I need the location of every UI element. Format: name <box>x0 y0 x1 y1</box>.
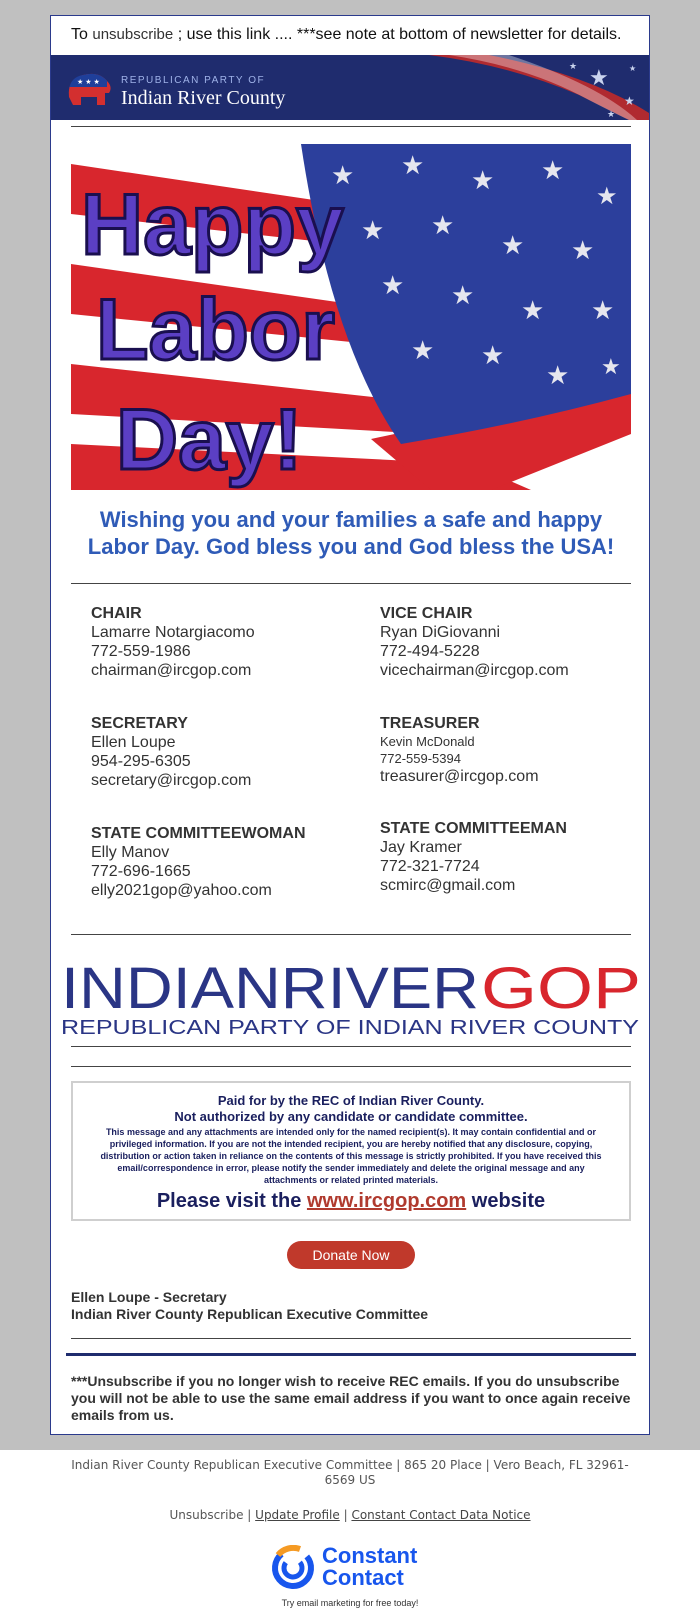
officer-treasurer <box>380 714 640 786</box>
svg-text:★: ★ <box>624 94 635 108</box>
officer-role: CHAIR <box>91 605 142 622</box>
footer-address: Indian River County Republican Executive Committee | 865 20 Place | Vero Beach, FL 32961-6569 US <box>71 1458 629 1487</box>
officer-name: Jay Kramer <box>380 839 462 856</box>
svg-text:★: ★ <box>331 160 355 190</box>
officer-phone: 772-559-1986 <box>91 643 191 660</box>
officer-role: STATE COMMITTEEWOMAN <box>91 825 306 842</box>
officer-phone: 954-295-6305 <box>91 753 191 770</box>
officer-role: VICE CHAIR <box>380 605 473 622</box>
officer-role: TREASURER <box>380 715 480 732</box>
elephant-logo-icon <box>63 67 115 109</box>
newsletter-card <box>50 15 650 1435</box>
officer-role: SECRETARY <box>91 715 188 732</box>
signature-block <box>71 1289 428 1323</box>
indianriver-gop-logo <box>61 954 641 1044</box>
svg-text:★: ★ <box>541 155 565 185</box>
officer-role: STATE COMMITTEEMAN <box>380 820 567 837</box>
unsubscribe-link[interactable]: unsubscribe <box>92 26 174 43</box>
gop-logo-word-red: GOP <box>481 956 641 1021</box>
unsubscribe-note: ***Unsubscribe if you no longer wish to receive REC emails. If you do unsubscribe you will not be able to use the same email address if you want to once again receive emails from us. <box>71 1373 631 1423</box>
officer-email-link[interactable]: elly2021gop@yahoo.com <box>91 882 272 899</box>
svg-text:★: ★ <box>501 230 525 260</box>
brand-line2: Contact <box>322 1565 404 1590</box>
officer-email-link[interactable]: secretary@ircgop.com <box>91 772 252 789</box>
officer-phone: 772-559-5394 <box>380 751 461 766</box>
constant-contact-wordmark <box>322 1545 417 1589</box>
to-prefix: To <box>71 26 88 43</box>
signature-org: Indian River County Republican Executive Committee <box>71 1306 429 1322</box>
donate-now-button[interactable]: Donate Now <box>287 1241 415 1269</box>
constant-contact-icon <box>270 1545 316 1591</box>
hero-line2: Labor <box>96 282 335 378</box>
officer-email-link[interactable]: vicechairman@ircgop.com <box>380 662 569 679</box>
officer-name: Lamarre Notargiacomo <box>91 624 255 641</box>
constant-contact-tagline[interactable]: Try email marketing for free today! <box>281 1598 419 1608</box>
flag-stripes-art <box>429 55 649 120</box>
officer-name: Ellen Loupe <box>91 734 176 751</box>
visit-prefix: Please visit the <box>156 1190 302 1212</box>
svg-text:★ ★ ★: ★ ★ ★ <box>77 79 100 86</box>
svg-text:★: ★ <box>411 335 435 365</box>
svg-text:★: ★ <box>361 215 385 245</box>
svg-text:★: ★ <box>471 165 495 195</box>
hero-line3: Day! <box>116 392 303 488</box>
officer-phone: 772-696-1665 <box>91 863 191 880</box>
header-banner <box>51 55 649 120</box>
svg-text:★: ★ <box>607 109 616 119</box>
officer-name: Kevin McDonald <box>380 734 475 749</box>
svg-text:★: ★ <box>481 340 505 370</box>
svg-text:★: ★ <box>546 360 570 390</box>
confidentiality-notice: This message and any attachments are intended only for the named recipient(s). It may contain confidential and or privileged information. If you are not the intended recipient, you are hereby notified that any disclosure, copying, distribution or action taken in reliance on the contents of this message is strictly prohibited. If you have received this email/correspondence in error, please notify the sender immediately and delete the original message and any attachments or related printed materials. <box>100 1127 602 1185</box>
divider <box>71 1338 631 1339</box>
website-link[interactable]: www.ircgop.com <box>306 1190 467 1212</box>
disclaimer-box <box>71 1081 631 1221</box>
banner-party-line: REPUBLICAN PARTY OF <box>121 75 266 86</box>
to-suffix: ; use this link .... ***see note at bottom of newsletter for details. <box>177 26 622 43</box>
svg-text:★: ★ <box>629 64 637 73</box>
hero-line1: Happy <box>81 177 344 273</box>
officer-chair <box>91 604 351 680</box>
svg-text:★: ★ <box>431 210 455 240</box>
officer-email-link[interactable]: chairman@ircgop.com <box>91 662 252 679</box>
officer-vice-chair <box>380 604 640 680</box>
divider <box>71 934 631 935</box>
brand-line1: Constant <box>322 1543 418 1568</box>
paid-for-line: Paid for by the REC of Indian River County. <box>217 1093 485 1108</box>
labor-day-image <box>71 144 631 490</box>
officer-name: Elly Manov <box>91 844 170 861</box>
labor-day-message: Wishing you and your families a safe and happy Labor Day. God bless you and God bless the USA! <box>87 507 615 559</box>
svg-text:★: ★ <box>591 295 615 325</box>
gop-logo-subtitle: REPUBLICAN PARTY OF INDIAN RIVER COUNTY <box>61 1017 639 1039</box>
officer-secretary <box>91 714 351 790</box>
visit-suffix: website <box>471 1190 546 1212</box>
divider <box>71 1066 631 1067</box>
officer-email-link[interactable]: treasurer@ircgop.com <box>380 768 539 785</box>
svg-text:★: ★ <box>521 295 545 325</box>
officer-phone: 772-494-5228 <box>380 643 480 660</box>
footer-unsubscribe-link[interactable]: Unsubscribe <box>169 1508 244 1522</box>
divider <box>71 583 631 584</box>
divider <box>71 126 631 127</box>
officer-name: Ryan DiGiovanni <box>380 624 501 641</box>
divider <box>71 1046 631 1047</box>
navy-divider <box>66 1353 636 1356</box>
footer-links <box>60 1508 640 1522</box>
svg-text:★: ★ <box>601 354 621 379</box>
svg-text:★: ★ <box>569 61 578 71</box>
separator: | <box>343 1508 348 1522</box>
officer-state-committeeman <box>380 819 640 895</box>
data-notice-link[interactable]: Constant Contact Data Notice <box>351 1508 531 1522</box>
constant-contact-logo[interactable] <box>270 1545 440 1595</box>
not-authorized-line: Not authorized by any candidate or candidate committee. <box>174 1109 528 1124</box>
svg-text:★: ★ <box>596 183 618 210</box>
svg-text:★: ★ <box>589 65 609 90</box>
update-profile-link[interactable]: Update Profile <box>255 1508 340 1522</box>
svg-text:★: ★ <box>401 150 425 180</box>
flag-image-art <box>71 144 631 490</box>
signature-name: Ellen Loupe - Secretary <box>71 1289 227 1305</box>
officer-email-link[interactable]: scmirc@gmail.com <box>380 877 516 894</box>
officer-phone: 772-321-7724 <box>380 858 480 875</box>
officer-state-committeewoman <box>91 824 351 900</box>
visit-website-line <box>73 1190 629 1213</box>
banner-county: Indian River County <box>121 87 286 109</box>
svg-text:★: ★ <box>451 280 475 310</box>
unsubscribe-notice <box>71 26 631 44</box>
svg-text:★: ★ <box>381 270 405 300</box>
gop-logo-word-blue: INDIANRIVER <box>61 956 480 1021</box>
svg-text:★: ★ <box>571 235 595 265</box>
separator: | <box>247 1508 252 1522</box>
